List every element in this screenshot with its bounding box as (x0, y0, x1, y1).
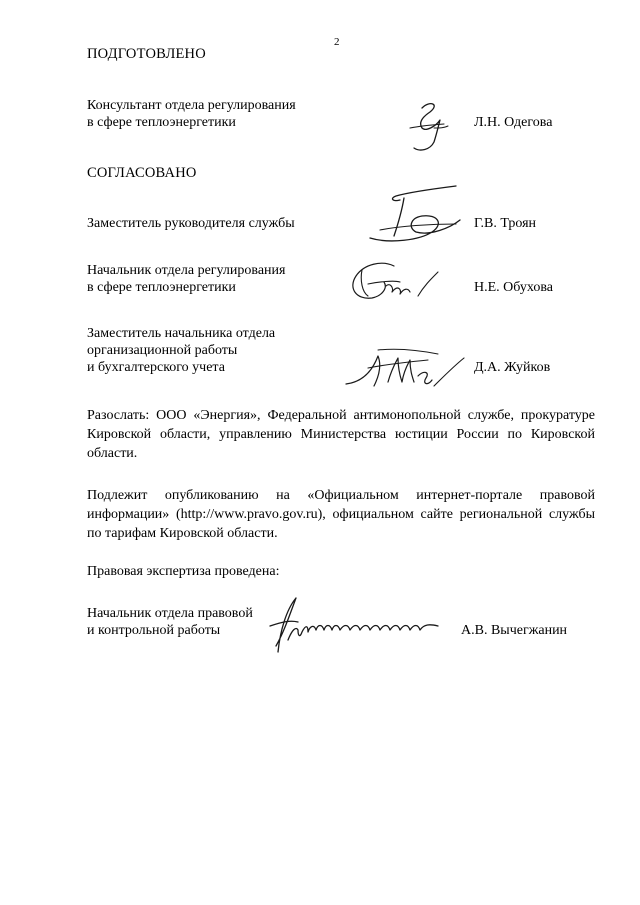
prepared-heading: ПОДГОТОВЛЕНО (87, 46, 206, 62)
prepared-name: Л.Н. Одегова (474, 115, 553, 130)
signature-troyan (360, 180, 470, 252)
signer-1-name: Г.В. Троян (474, 216, 537, 231)
legal-review-position-line1: Начальник отдела правовой (87, 606, 253, 621)
prepared-position-line1: Консультант отдела регулирования (87, 98, 296, 113)
signer-3-position-line2: организационной работы (87, 343, 238, 358)
signer-2-position-line2: в сфере теплоэнергетики (87, 280, 236, 295)
signer-1-position-line1: Заместитель руководителя службы (87, 216, 295, 231)
prepared-position-line2: в сфере теплоэнергетики (87, 115, 236, 130)
signer-3-position-line3: и бухгалтерского учета (87, 360, 225, 375)
distribution-paragraph: Разослать: ООО «Энергия», Федеральной антимонопольной службе, прокуратуре Кировской области, управлению Министерства юстиции России по Кировской области. (87, 408, 595, 461)
legal-review-name: А.В. Вычегжанин (461, 623, 568, 638)
signer-3-name: Д.А. Жуйков (474, 360, 551, 375)
legal-review-statement: Правовая экспертиза проведена: (87, 564, 280, 579)
signature-odegova (400, 98, 460, 156)
signer-2-position-line1: Начальник отдела регулирования (87, 263, 286, 278)
agreed-heading: СОГЛАСОВАНО (87, 165, 197, 181)
signer-2-name: Н.Е. Обухова (474, 280, 553, 295)
signature-zhuikov (338, 342, 474, 394)
publication-paragraph: Подлежит опубликованию на «Официальном интернет-портале правовой информации» (http://www.pravo.gov.ru), официальном сайте региональной службы по тарифам Кировской области. (87, 488, 595, 541)
signature-vychegzhanin (262, 592, 446, 656)
signature-obukhova (338, 256, 448, 308)
signer-3-position-line1: Заместитель начальника отдела (87, 326, 276, 341)
legal-review-position-line2: и контрольной работы (87, 623, 221, 638)
page-number: 2 (334, 36, 340, 48)
